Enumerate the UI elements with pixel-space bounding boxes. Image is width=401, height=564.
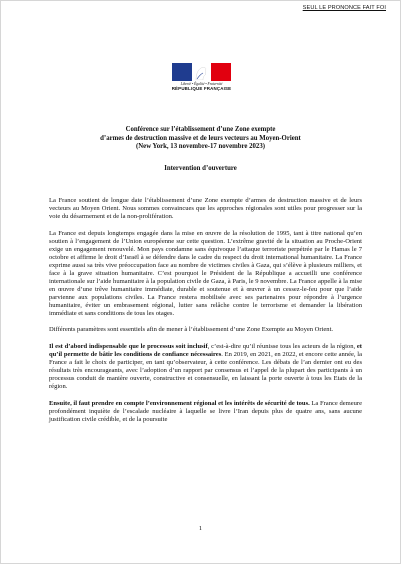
logo-republic-name: RÉPUBLIQUE FRANÇAISE — [171, 86, 232, 92]
title-line-3: (New York, 13 novembre-17 novembre 2023) — [136, 143, 265, 151]
document-subtitle: Intervention d’ouverture — [164, 165, 237, 172]
paragraph-4-bold-1: Il est d’abord indispensable que le processus soit inclusif — [49, 342, 208, 350]
paragraph-1: La France soutient de longue date l’établissement d’une Zone exempte d’armes de destruction massive et de leurs vecteurs au Moyen Orient. Nous sommes convaincues que les approches régionales sont utiles pour progresser sur la voie du désarmement et de la non-prolifération. — [49, 197, 362, 221]
document-title — [31, 126, 370, 152]
title-line-1: Conférence sur l’établissement d’une Zone exempte — [125, 126, 276, 133]
title-line-2: d’armes de destruction massive et de leurs vecteurs au Moyen-Orient — [100, 134, 301, 142]
paragraph-4-text-1: , c’est-à-dire qu’il réunisse tous les acteurs de la région, — [207, 342, 357, 350]
paragraph-3: Différents paramètres sont essentiels afin de mener à l’établissement d’une Zone Exempte au Moyen Orient. — [49, 326, 334, 334]
page-number: 1 — [198, 525, 203, 532]
document-body — [49, 197, 362, 432]
paragraph-5-bold-1: Ensuite, il faut prendre en compte l’environnement régional et les intérêts de sécurité de tous. — [49, 399, 310, 407]
republique-francaise-logo — [164, 63, 239, 113]
logo-motto: Liberté • Égalité • Fraternité — [180, 82, 223, 86]
paragraph-5 — [49, 400, 362, 424]
paragraph-4-bold-2: et qu’il permette de bâtir les conditions de confiance nécessaires — [49, 342, 362, 358]
paragraph-2: La France est depuis longtemps engagée dans la mise en œuvre de la résolution de 1995, tant à titre national qu’en soutien à l’engagement de l’Union européenne sur cette question. L’extrême gravité de la situation au Proche-Orient exige un engagement renouvelé. Mon pays condamne sans équivoque l’attaque terroriste perpétrée par le Hamas le 7 octobre et affirme le droit d’Israël à se défendre dans le cadre du respect du droit international humanitaire. La France exprime aussi sa très vive préoccupation face au nombre de victimes civiles à Gaza, qui s’élève à plusieurs milliers, et face à la grave situation humanitaire. C’est pourquoi le Président de la République a accueilli une conférence internationale sur l’aide humanitaire à la population civile de Gaza, à Paris, le 9 novembre. La France appelle à la mise en œuvre d’une trêve humanitaire immédiate, durable et soutenue et à œuvrer à un cessez-le-feu pour que l’aide parvienne aux populations civiles. La France restera mobilisée avec ses partenaires pour répondre à l’urgence humanitaire, éviter un embrasement régional, lutter sans relâche contre le terrorisme et demander la libération immédiate et sans conditions de tous les otages. — [49, 229, 362, 317]
paragraph-5-text-1: La France demeure profondément inquiète de l’escalade nucléaire à laquelle se livre l’Iran depuis plus de quatre ans, sans aucune justification civile crédible, et de la poursuite — [49, 399, 362, 423]
header-note: SEUL LE PRONONCE FAIT FOI — [302, 5, 386, 11]
paragraph-4 — [49, 343, 362, 391]
paragraph-4-text-2: . En 2019, en 2021, en 2022, et encore cette année, la France a fait le choix de participer, en tant qu’observateur, à cette conférence. Les débats de l’an dernier ont eu des résultats très encourageants, avec l’adoption d’un rapport par consensus et l’appel de la plupart des participants à un processus conduit de manière ouverte, constructive et consensuelle, en laissant la porte ouverte à tous les Etats de la région. — [49, 350, 362, 391]
marianne-profile-icon — [194, 65, 209, 80]
tricolor-flag — [172, 63, 231, 81]
